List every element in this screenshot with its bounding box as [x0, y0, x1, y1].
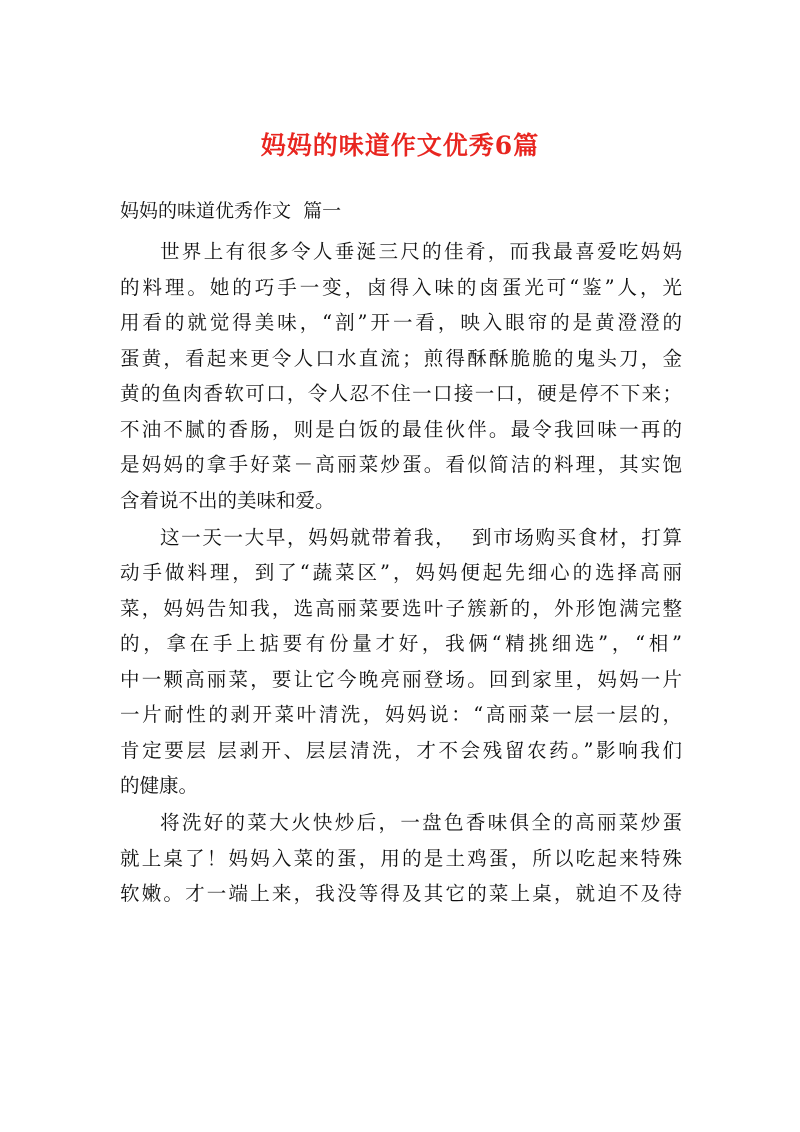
text-line: 蛋黄，看起来更令人口水直流；煎得酥酥脆脆的鬼头刀，金 [120, 346, 682, 370]
text-line: 的健康。 [120, 774, 199, 797]
text-line: 不油不腻的香肠，则是白饭的最佳伙伴。最令我回味一再的 [120, 417, 682, 441]
paragraph [120, 805, 682, 912]
text-line: 就上桌了！妈妈入菜的蛋，用的是土鸡蛋，所以吃起来特殊 [120, 846, 682, 870]
paragraph [120, 234, 682, 518]
text-line: 是妈妈的拿手好菜－高丽菜炒蛋。看似简洁的料理，其实饱 [120, 453, 682, 476]
text-line: 的料理。她的巧手一变，卤得入味的卤蛋光可“鉴”人，光 [120, 275, 682, 299]
text-line: 黄的鱼肉香软可口，令人忍不住一口接一口，硬是停不下来； [120, 382, 682, 405]
text-line: 将洗好的菜大火快炒后，一盘色香味俱全的高丽菜炒蛋 [160, 811, 682, 834]
text-line: 一片耐性的剥开菜叶清洗，妈妈说：“高丽菜一层一层的， [120, 703, 682, 726]
text-line: 动手做料理，到了“蔬菜区”，妈妈便起先细心的选择高丽 [120, 561, 682, 584]
text-line: 用看的就觉得美味，“剖”开一看，映入眼帘的是黄澄澄的 [120, 311, 682, 334]
text-line: 中一颗高丽菜，要让它今晚亮丽登场。回到家里，妈妈一片 [120, 667, 682, 691]
body-text [120, 234, 682, 912]
text-line: 世界上有很多令人垂涎三尺的佳肴，而我最喜爱吃妈妈 [160, 240, 682, 263]
section-heading: 妈妈的味道优秀作文 篇一 [120, 200, 342, 222]
document-title: 妈妈的味道作文优秀6篇 [260, 131, 540, 160]
text-line: 菜，妈妈告知我，选高丽菜要选叶子簇新的，外形饱满完整 [120, 596, 682, 620]
text-line: 的，拿在手上掂要有份量才好，我俩“精挑细选”，“相” [120, 632, 682, 655]
text-line: 含着说不出的美味和爱。 [120, 488, 335, 512]
text-line: 肯定要层 层剥开、层层清洗，才不会残留农药。”影响我们 [120, 738, 682, 762]
text-line: 软嫩。才一端上来，我没等得及其它的菜上桌，就迫不及待 [120, 882, 682, 905]
paragraph [120, 520, 682, 804]
text-line: 这一天一大早，妈妈就带着我， 到市场购买食材，打算 [160, 525, 682, 549]
